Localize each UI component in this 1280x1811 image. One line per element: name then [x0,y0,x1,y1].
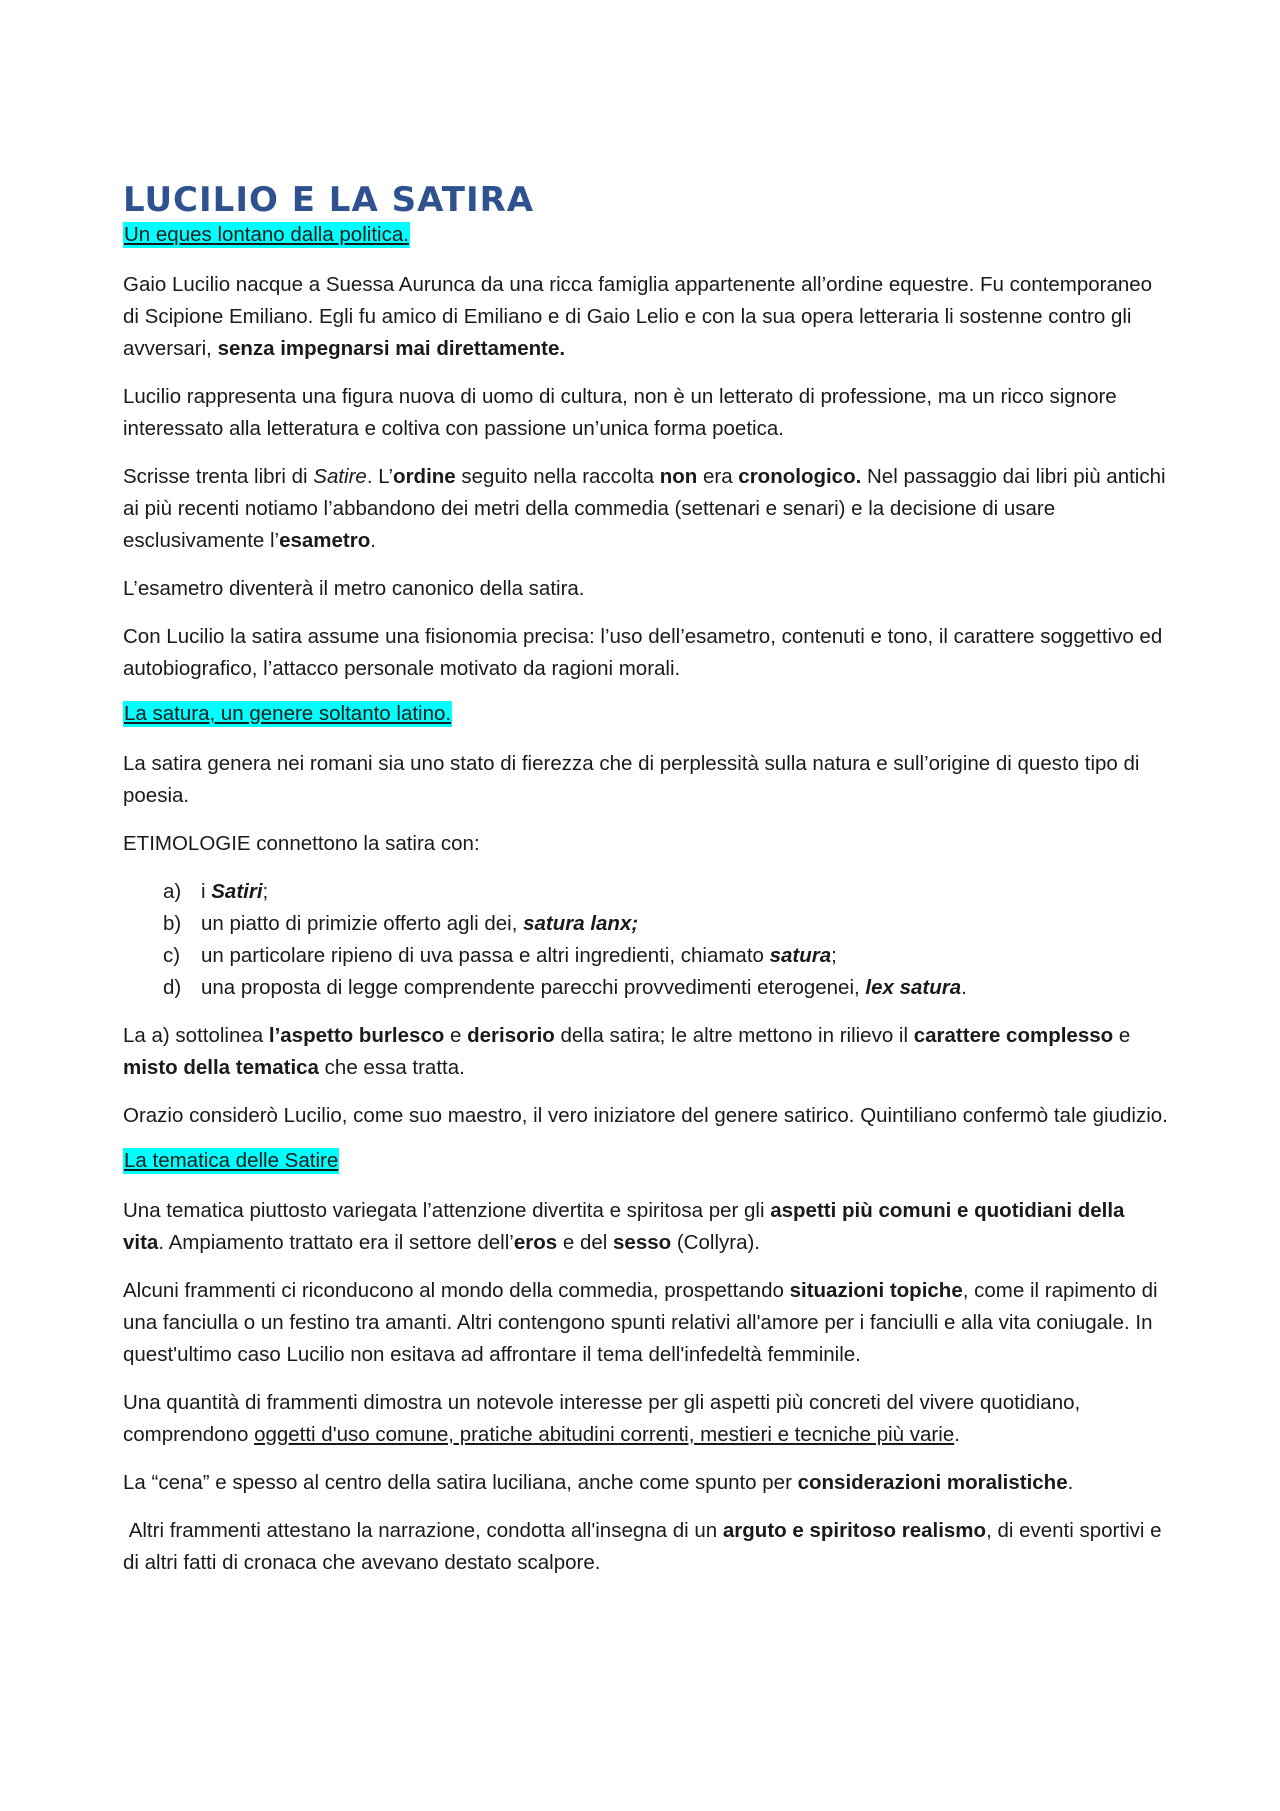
bold-run: aspetti più comuni e quotidiani della vita [123,1199,1125,1254]
list-item [163,972,1168,1004]
text-run: . Ampiamento trattato era il settore dell’ [158,1231,514,1254]
text-run: Una tematica piuttosto variegata l’attenzione divertita e spiritosa per gli [123,1199,771,1222]
text-run: Una quantità di frammenti dimostra un notevole interesse per gli aspetti più concreti del vivere quotidiano, comprendono [123,1391,1081,1446]
text-run: un particolare ripieno di uva passa e altri ingredienti, chiamato [201,944,770,967]
text-run: (Collyra). [671,1231,760,1254]
text-run: una proposta di legge comprendente parecchi provvedimenti eterogenei, [201,976,866,999]
text-run: che essa tratta. [318,1056,465,1079]
bold-run: l’aspetto burlesco [268,1024,445,1047]
list-item [163,940,1168,972]
list-marker: c) [163,944,181,967]
text-run: , di eventi sportivi e di altri fatti di cronaca che avevano destato scalpore. [123,1519,1168,1574]
text-run: e [1113,1024,1131,1047]
section-heading-3: La tematica delle Satire [124,1149,339,1172]
text-run: e del [557,1231,614,1254]
list-marker: a) [163,880,182,903]
text-run: seguito nella raccolta [455,465,660,488]
text-run: ; [262,880,269,903]
text-run: La “cena” e spesso al centro della satira luciliana, anche come spunto per [123,1471,798,1494]
bold-italic-run: satura lanx; [523,912,639,935]
text-run: i [201,880,212,903]
text-run: Gaio Lucilio nacque a Suessa Aurunca da una ricca famiglia appartenente all’ordine equestre. Fu contemporaneo di Scipione Emiliano. Egli fu amico di Emiliano e di Gaio Lelio e con la sua opera letteraria li sostenne contro gli avversari, [123,273,1153,360]
section-heading-2: La satura, un genere soltanto latino. [124,702,452,725]
section-heading-1: Un eques lontano dalla politica. [124,223,409,246]
bold-italic-run: satura [769,944,832,967]
text-run: della satira; le altre mettono in rilievo il [554,1024,914,1047]
text-run: era [697,465,739,488]
list-marker: d) [163,976,182,999]
text-run: . [370,529,376,552]
bold-run: non [659,465,698,488]
paragraph-8 [123,1020,1168,1084]
paragraph-1 [123,269,1168,365]
bold-run: derisorio [467,1024,555,1047]
bold-run: esametro [279,529,371,552]
paragraph-12 [123,1387,1168,1451]
paragraph-13 [123,1467,1168,1499]
etymology-list [123,876,1168,1004]
text-run: Altri frammenti attestano la narrazione, condotta all'insegna di un [123,1519,723,1542]
text-run: Alcuni frammenti ci riconducono al mondo della commedia, prospettando [123,1279,790,1302]
section-heading-2-wrap [123,701,1168,729]
paragraph-5: Con Lucilio la satira assume una fisionomia precisa: l’uso dell’esametro, contenuti e tono, il carattere soggettivo ed autobiografico, l’attacco personale motivato da ragioni morali. [123,625,1163,680]
italic-run: Satire [313,465,367,488]
text-run: un piatto di primizie offerto agli dei, [201,912,524,935]
paragraph-2: Lucilio rappresenta una figura nuova di uomo di cultura, non è un letterato di professione, ma un ricco signore interessato alla letteratura e coltiva con passione un’unica forma poetica. [123,385,1117,440]
text-run: ; [831,944,837,967]
section-heading-1-wrap [123,222,1168,250]
bold-run: eros [513,1231,558,1254]
bold-run: situazioni topiche [789,1279,963,1302]
document-page [123,178,1168,1595]
bold-italic-run: lex satura [865,976,962,999]
bold-italic-run: Satiri [211,880,263,903]
text-run: . [961,976,967,999]
list-marker: b) [163,912,182,935]
list-item [163,876,1168,908]
paragraph-6: La satira genera nei romani sia uno stato di fierezza che di perplessità sulla natura e sull’origine di questo tipo di poesia. [123,752,1140,807]
paragraph-14 [123,1515,1168,1579]
bold-run: sesso [613,1231,672,1254]
bold-run: ordine [393,465,456,488]
paragraph-7: ETIMOLOGIE connettono la satira con: [123,832,480,855]
paragraph-3 [123,461,1168,557]
text-run: . [1067,1471,1074,1494]
paragraph-11 [123,1275,1168,1371]
bold-run: misto della tematica [123,1056,319,1079]
text-run: e [444,1024,468,1047]
text-run: . L’ [366,465,394,488]
section-heading-3-wrap [123,1148,1168,1176]
text-run: , come il rapimento di una fanciulla o un festino tra amanti. Altri contengono spunti relativi all'amore per i fanciulli e alla vita coniugale. In quest'ultimo caso Lucilio non esitava ad affrontare il tema dell'infedeltà femminile. [123,1279,1158,1366]
text-run: Scrisse trenta libri di [123,465,314,488]
paragraph-10 [123,1195,1168,1259]
bold-run: cronologico. [738,465,862,488]
list-item [163,908,1168,940]
text-run: . [954,1423,960,1446]
paragraph-9: Orazio considerò Lucilio, come suo maestro, il vero iniziatore del genere satirico. Quintiliano confermò tale giudizio. [123,1104,1168,1127]
paragraph-4: L’esametro diventerà il metro canonico della satira. [123,577,585,600]
document-title: LUCILIO E LA SATIRA [123,180,535,220]
bold-run: arguto e spiritoso realismo [722,1519,987,1542]
text-run: La a) sottolinea [123,1024,269,1047]
text-run: Nel passaggio dai libri più antichi ai più recenti notiamo l’abbandono dei metri della commedia (settenari e senari) e la decisione di usare esclusivamente l’ [123,465,1166,552]
bold-run: considerazioni moralistiche [797,1471,1068,1494]
underlined-run: oggetti d'uso comune, pratiche abitudini correnti, mestieri e tecniche più varie [254,1423,955,1446]
bold-run: senza impegnarsi mai direttamente. [217,337,566,360]
bold-run: carattere complesso [913,1024,1114,1047]
